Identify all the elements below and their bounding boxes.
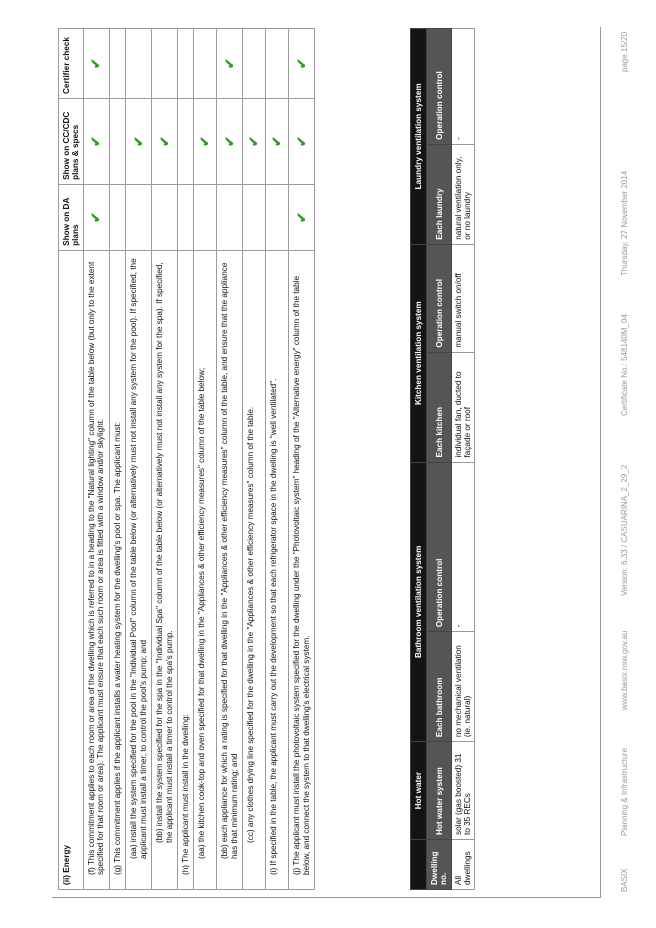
check-cell-cc	[126, 98, 152, 184]
col-laundry-operation: Operation control	[427, 29, 452, 145]
footer-page: page 15/20	[620, 31, 629, 72]
commitment-row-g-bb	[152, 29, 178, 890]
group-header-hot-water: Hot water	[411, 742, 427, 840]
commitment-text	[289, 250, 315, 889]
checkmark-icon: ✔	[88, 136, 104, 147]
commitment-text	[243, 250, 266, 889]
check-cell-cc	[243, 98, 266, 184]
commitment-row-g	[109, 29, 125, 890]
checkmark-icon: ✔	[221, 136, 237, 147]
commitment-paragraph: (i) If specified in the table, the applicant must carry out the development so that each refrigerator space in the dwelling is "well ventilated".	[269, 378, 279, 875]
checkmark-icon: ✔	[156, 136, 172, 147]
check-cell-da	[289, 184, 315, 250]
checkmark-icon: ✔	[197, 136, 213, 147]
check-cell-da	[109, 184, 125, 250]
commitment-text	[217, 250, 243, 889]
check-cell-da	[177, 184, 193, 250]
commitment-paragraph: (h) The applicant must install in the dwelling:	[180, 714, 190, 875]
check-cell-cc	[217, 98, 243, 184]
footer-date: Thursday, 27 November 2014	[620, 170, 629, 276]
col-each-kitchen: Each kitchen	[427, 352, 452, 462]
col-each-bathroom: Each bathroom	[427, 632, 452, 742]
checkmark-icon: ✔	[88, 58, 104, 69]
section-title: (ii) Energy	[59, 250, 84, 889]
col-bath-operation: Operation control	[427, 462, 452, 632]
check-cell-da	[152, 184, 178, 250]
commitment-paragraph: (bb) each appliance for which a rating is specified for that dwelling in the "Appliances & other efficiency measures" column of the table, and ensure that the appliance has that minimum rating; and	[220, 262, 239, 859]
commitment-text	[126, 250, 152, 889]
col-dwelling: Dwelling no.	[427, 840, 452, 890]
check-cell-cert	[217, 29, 243, 99]
commitment-text	[177, 250, 193, 889]
checkmark-icon: ✔	[88, 211, 104, 223]
commitment-row-f	[84, 29, 110, 890]
group-header-row	[411, 29, 427, 890]
check-cell-da	[194, 184, 217, 250]
commitment-row-j	[289, 29, 315, 890]
table-row	[452, 29, 475, 890]
commitment-paragraph: (j) The applicant must install the photovoltaic system specified for the dwelling under the "Photovoltaic system" heading of the "Alternative energy" column of the table below, and connect the system to that dwelling's electrical system.	[292, 275, 311, 875]
check-cell-cc	[289, 98, 315, 184]
commitment-row-h-bb	[217, 29, 243, 890]
footer-basix: BASIX	[620, 868, 629, 892]
check-cell-cert	[177, 29, 193, 99]
check-cell-da	[243, 184, 266, 250]
header-cert: Certifier check	[59, 29, 84, 99]
dwelling-table	[410, 28, 475, 890]
checkmark-icon: ✔	[293, 211, 309, 223]
commitment-paragraph: (g) This commitment applies if the applicant installs a water heating system for the dwelling's pool or spa. The applicant must:	[112, 421, 122, 875]
check-cell-cert	[109, 29, 125, 99]
check-cell-da	[126, 184, 152, 250]
footer-version: Version: 6.33 / CASUARINA_2_29_2	[620, 464, 629, 596]
check-cell-cc	[177, 98, 193, 184]
commitment-text	[194, 250, 217, 889]
check-cell-cc	[152, 98, 178, 184]
header-da: Show on DA plans	[59, 184, 84, 250]
cell-kitchen: individual fan, ducted to façade or roof	[452, 352, 475, 462]
commitment-row-h	[177, 29, 193, 890]
col-kitchen-operation: Operation control	[427, 244, 452, 352]
checkmark-icon: ✔	[293, 58, 309, 69]
col-hot-water-system: Hot water system	[427, 742, 452, 840]
commitment-text	[109, 250, 125, 889]
commitments-table	[58, 28, 315, 890]
cell-bathroom: no mechanical ventilation (ie. natural)	[452, 632, 475, 742]
commitment-paragraph: (cc) any clothes drying line specified for the dwelling in the "Appliances & other efficiency measures" column of the table.	[246, 406, 256, 843]
commitments-body	[84, 29, 315, 890]
checkmark-icon: ✔	[246, 136, 262, 147]
check-cell-cert	[289, 29, 315, 99]
check-cell-cc	[84, 98, 110, 184]
check-cell-cert	[126, 29, 152, 99]
footer-url: www.basix.nsw.gov.au	[620, 630, 629, 710]
group-header-bathroom: Bathroom ventilation system	[411, 462, 427, 742]
commitment-row-g-aa	[126, 29, 152, 890]
header-cc: Show on CC/CDC plans & specs	[59, 98, 84, 184]
commitment-text	[152, 250, 178, 889]
cell-laundry: natural ventilation only, or no laundry	[452, 144, 475, 244]
commitment-text	[84, 250, 110, 889]
cell-dwelling: All dwellings	[452, 840, 475, 890]
cell-hot-water: solar (gas boosted) 31 to 35 RECs	[452, 742, 475, 840]
cell-kitchen-operation: manual switch on/off	[452, 244, 475, 352]
check-cell-cc	[266, 98, 289, 184]
group-header-blank	[411, 840, 427, 890]
commitment-row-i	[266, 29, 289, 890]
column-header-row	[427, 29, 452, 890]
cell-bath-operation: -	[452, 462, 475, 632]
checkmark-icon: ✔	[130, 136, 146, 147]
checkmark-icon: ✔	[269, 136, 285, 147]
check-cell-cc	[109, 98, 125, 184]
commitment-row-h-aa	[194, 29, 217, 890]
commitment-paragraph: (bb) install the system specified for the spa in the "Individual Spa" column of the table below (or alternatively must not install any system for the spa). If specified, the applicant must install a timer to control the spa's pump.	[155, 262, 174, 843]
check-cell-cert	[194, 29, 217, 99]
cell-laundry-operation: -	[452, 29, 475, 145]
commitment-paragraph: (f) This commitment applies to each room or area of the dwelling which is referred to in a heading to the "Natural lighting" column of the table below (but only to the extent specified for that room or area). The applicant must ensure that each such room or area is fitted with a window and/or skylight.	[87, 261, 106, 875]
check-cell-da	[217, 184, 243, 250]
check-cell-cc	[194, 98, 217, 184]
commitment-paragraph: (aa) the kitchen cook-top and oven specified for that dwelling in the "Appliances & other efficiency measures" column of the table below;	[197, 367, 207, 859]
footer-dept: Planning & Infrastructure	[620, 747, 629, 836]
checkmark-icon: ✔	[221, 58, 237, 69]
check-cell-da	[266, 184, 289, 250]
group-header-kitchen: Kitchen ventilation system	[411, 244, 427, 462]
checkmark-icon: ✔	[293, 136, 309, 147]
footer-cert: Certificate No.: 548140M_04	[620, 314, 629, 416]
commitments-header-row	[59, 29, 84, 890]
col-each-laundry: Each laundry	[427, 144, 452, 244]
check-cell-cert	[152, 29, 178, 99]
check-cell-cert	[243, 29, 266, 99]
commitment-row-h-cc	[243, 29, 266, 890]
commitment-text	[266, 250, 289, 889]
check-cell-cert	[266, 29, 289, 99]
commitment-paragraph: (aa) install the system specified for the pool in the "Individual Pool" column of the table below (or alternatively must not install any system for the pool). If specified, the applicant must install a timer, to control the pool's pump; and	[129, 258, 148, 859]
group-header-laundry: Laundry ventilation system	[411, 29, 427, 245]
check-cell-da	[84, 184, 110, 250]
check-cell-cert	[84, 29, 110, 99]
